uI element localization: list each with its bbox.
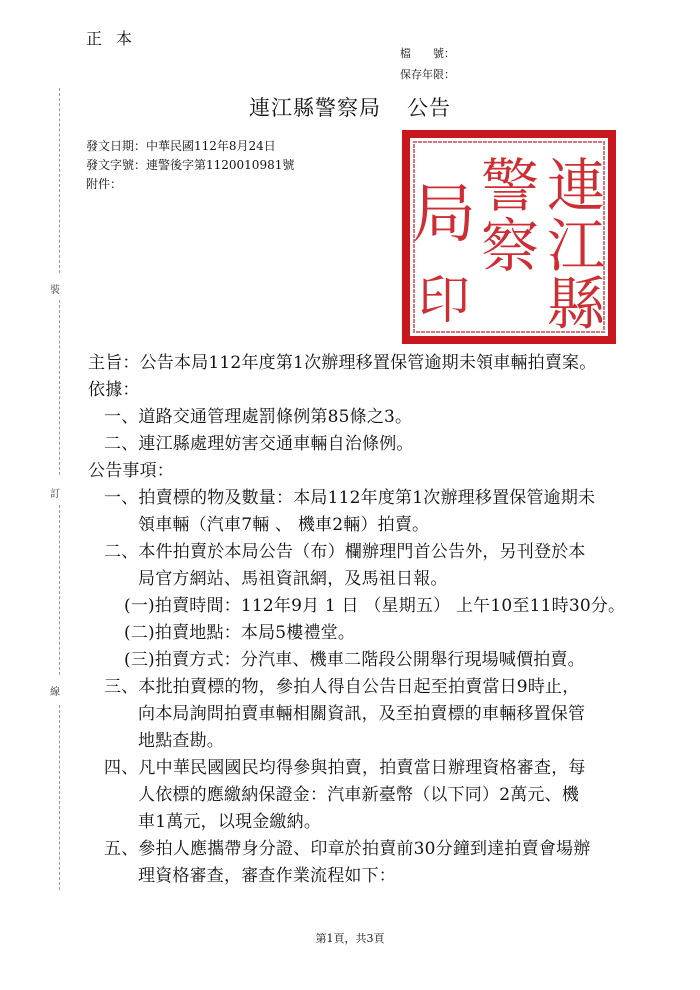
binding-line bbox=[59, 505, 60, 675]
issue-date: 發文日期：中華民國112年8月24日 bbox=[86, 139, 276, 153]
basis-item: 二、連江縣處理妨害交通車輛自治條例。 bbox=[104, 434, 414, 454]
svg-text:局: 局 bbox=[412, 178, 476, 252]
svg-text:警: 警 bbox=[480, 152, 540, 220]
item-line: 地點查勘。 bbox=[138, 731, 224, 751]
items-heading: 公告事項： bbox=[88, 461, 174, 481]
official-seal bbox=[400, 128, 618, 346]
item-line: 理資格審查，審查作業流程如下： bbox=[138, 866, 396, 886]
svg-text:江: 江 bbox=[546, 212, 606, 280]
agency-name: 連江縣警察局 bbox=[249, 96, 381, 120]
svg-text:察: 察 bbox=[480, 212, 540, 280]
copy-label: 正本 bbox=[86, 29, 147, 48]
item-line: 領車輛（汽車7輛 、 機車2輛）拍賣。 bbox=[138, 515, 430, 535]
page-number: 第1頁，共3頁 bbox=[315, 932, 385, 945]
retention-period-label: 保存年限： bbox=[400, 68, 455, 81]
basis-item: 一、道路交通管理處罰條例第85條之3。 bbox=[104, 407, 413, 427]
binding-line bbox=[59, 300, 60, 475]
basis-heading: 依據： bbox=[88, 380, 140, 400]
item-line: 二、本件拍賣於本局公告（布）欄辦理門首公告外，另刊登於本 bbox=[104, 542, 586, 562]
document-number: 發文字號：連警後字第1120010981號 bbox=[86, 158, 295, 172]
binding-line bbox=[59, 705, 60, 890]
archive-number-label: 檔 號： bbox=[400, 47, 455, 60]
document-type: 公告 bbox=[407, 96, 451, 120]
sub-item-line: (二)拍賣地點：本局5樓禮堂。 bbox=[124, 623, 356, 643]
sub-item-line: (一)拍賣時間：112年9月 1 日 （星期五） 上午10至11時30分。 bbox=[124, 596, 626, 616]
item-line: 三、本批拍賣標的物，參拍人得自公告日起至拍賣當日9時止， bbox=[104, 677, 580, 697]
binding-mark: 訂 bbox=[50, 489, 60, 500]
item-line: 向本局詢問拍賣車輛相關資訊，及至拍賣標的車輛移置保管 bbox=[138, 704, 586, 724]
binding-mark: 線 bbox=[50, 687, 60, 698]
item-line: 人依標的應繳納保證金：汽車新臺幣（以下同）2萬元、機 bbox=[138, 785, 580, 805]
sub-item-line: (三)拍賣方式：分汽車、機車二階段公開舉行現場喊價拍賣。 bbox=[124, 650, 585, 670]
subject-line: 主旨：公告本局112年度第1次辦理移置保管逾期未領車輛拍賣案。 bbox=[88, 353, 597, 373]
item-line: 局官方網站、馬祖資訊網，及馬祖日報。 bbox=[138, 569, 448, 589]
item-line: 四、凡中華民國國民均得參與拍賣，拍賣當日辦理資格審查，每 bbox=[104, 758, 586, 778]
attachment-label: 附件： bbox=[86, 177, 123, 191]
page-title bbox=[0, 92, 700, 122]
svg-text:印: 印 bbox=[417, 271, 471, 331]
binding-line bbox=[59, 88, 60, 273]
binding-mark: 裝 bbox=[50, 285, 60, 296]
item-line: 五、參拍人應攜帶身分證、印章於拍賣前30分鐘到達拍賣會場辦 bbox=[104, 839, 591, 859]
svg-text:縣: 縣 bbox=[546, 270, 606, 338]
svg-text:連: 連 bbox=[546, 152, 606, 220]
item-line: 一、拍賣標的物及數量：本局112年度第1次辦理移置保管逾期未 bbox=[104, 488, 596, 508]
item-line: 車1萬元，以現金繳納。 bbox=[138, 812, 322, 832]
